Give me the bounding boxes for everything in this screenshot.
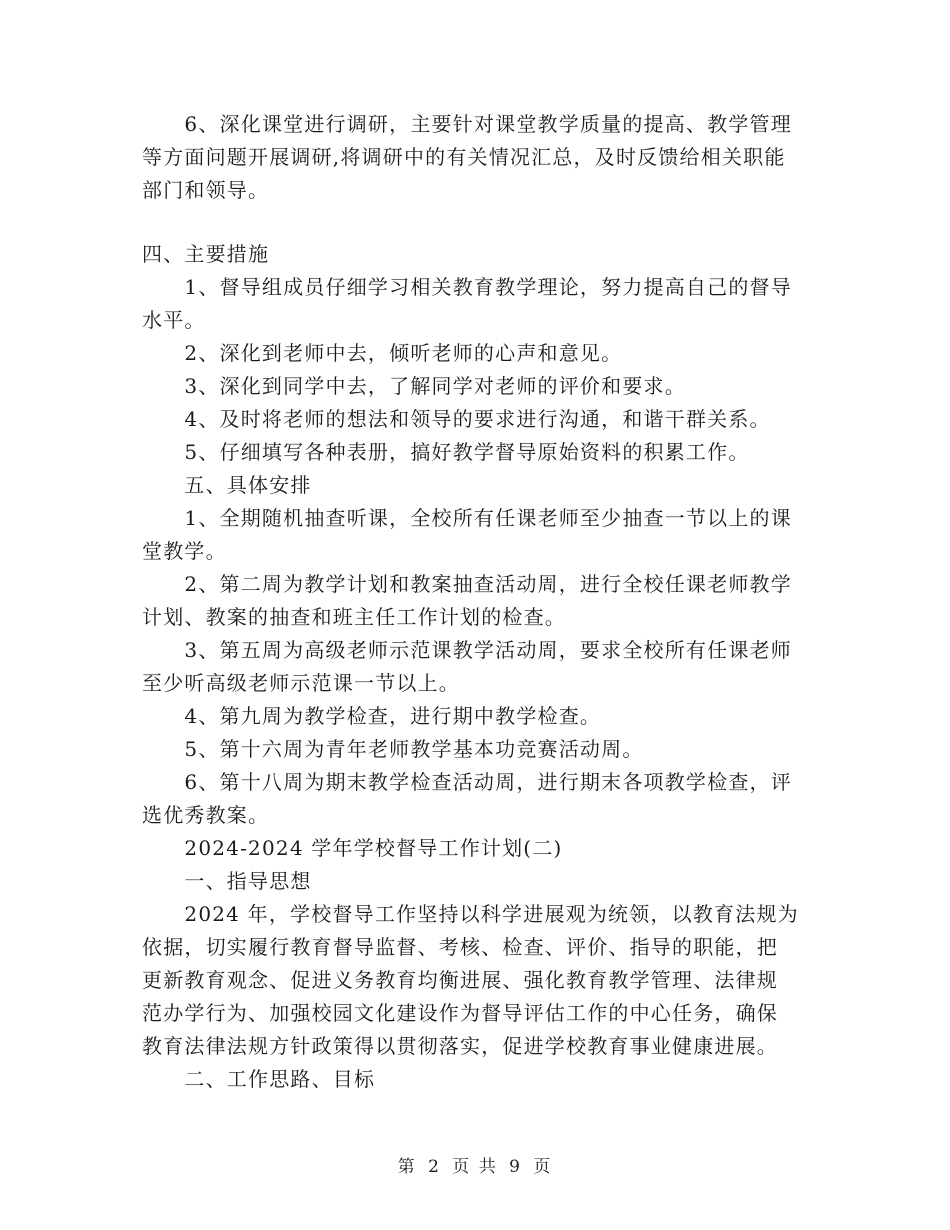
text-line: 水平。 xyxy=(142,308,206,332)
text-line: 教育法律法规方针政策得以贯彻落实，促进学校教育事业健康进展。 xyxy=(142,1034,778,1058)
text-line: 2、第二周为教学计划和教案抽查活动周，进行全校任课老师教学 xyxy=(142,572,792,596)
text-line: 6、深化课堂进行调研，主要针对课堂教学质量的提高、教学管理 xyxy=(142,112,792,136)
text-line: 部门和领导。 xyxy=(142,178,270,202)
text-line: 选优秀教案。 xyxy=(142,803,270,827)
text-line: 1、督导组成员仔细学习相关教育教学理论，努力提高自己的督导 xyxy=(142,275,792,299)
text-line: 4、及时将老师的想法和领导的要求进行沟通，和谐干群关系。 xyxy=(142,407,771,431)
text-line: 等方面问题开展调研,将调研中的有关情况汇总，及时反馈给相关职能 xyxy=(142,145,786,169)
footer-prefix: 第 xyxy=(397,1157,417,1177)
text-line: 依据，切实履行教育督导监督、考核、检查、评价、指导的职能，把 xyxy=(142,935,778,959)
footer-middle: 页 共 xyxy=(452,1157,498,1177)
text-line: 范办学行为、加强校园文化建设作为督导评估工作的中心任务，确保 xyxy=(142,1001,778,1025)
section-heading: 四、主要措施 xyxy=(142,242,270,266)
text-line: 2、深化到老师中去，倾听老师的心声和意见。 xyxy=(142,341,623,365)
text-line: 1、全期随机抽查听课，全校所有任课老师至少抽查一节以上的课 xyxy=(142,506,792,530)
text-line: 6、第十八周为期末教学检查活动周，进行期末各项教学检查，评 xyxy=(142,770,792,794)
current-page-number: 2 xyxy=(428,1157,441,1177)
text-line: 5、仔细填写各种表册，搞好教学督导原始资料的积累工作。 xyxy=(142,440,750,464)
footer-suffix: 页 xyxy=(533,1157,553,1177)
section-heading: 二、工作思路、目标 xyxy=(142,1067,376,1091)
section-6-paragraph xyxy=(142,108,812,207)
text-line: 2024 年，学校督导工作坚持以科学进展观为统领，以教育法规为 xyxy=(142,902,799,926)
text-line: 5、第十六周为青年老师教学基本功竞赛活动周。 xyxy=(142,737,644,761)
text-line: 计划、教案的抽查和班主任工作计划的检查。 xyxy=(142,605,566,629)
text-line: 3、深化到同学中去，了解同学对老师的评价和要求。 xyxy=(142,374,686,398)
section-heading: 一、指导思想 xyxy=(142,869,312,893)
text-line: 更新教育观念、促进义务教育均衡进展、强化教育教学管理、法律规 xyxy=(142,968,778,992)
text-line: 堂教学。 xyxy=(142,539,227,563)
document-subtitle: 2024-2024 学年学校督导工作计划(二) xyxy=(142,836,563,860)
text-line: 至少听高级老师示范课一节以上。 xyxy=(142,671,460,695)
section-heading: 五、具体安排 xyxy=(142,473,312,497)
text-line: 4、第九周为教学检查，进行期中教学检查。 xyxy=(142,704,602,728)
text-line: 3、第五周为高级老师示范课教学活动周，要求全校所有任课老师 xyxy=(142,638,792,662)
total-pages-number: 9 xyxy=(509,1157,522,1177)
page-footer xyxy=(0,1152,950,1177)
measures-section xyxy=(142,238,812,1096)
